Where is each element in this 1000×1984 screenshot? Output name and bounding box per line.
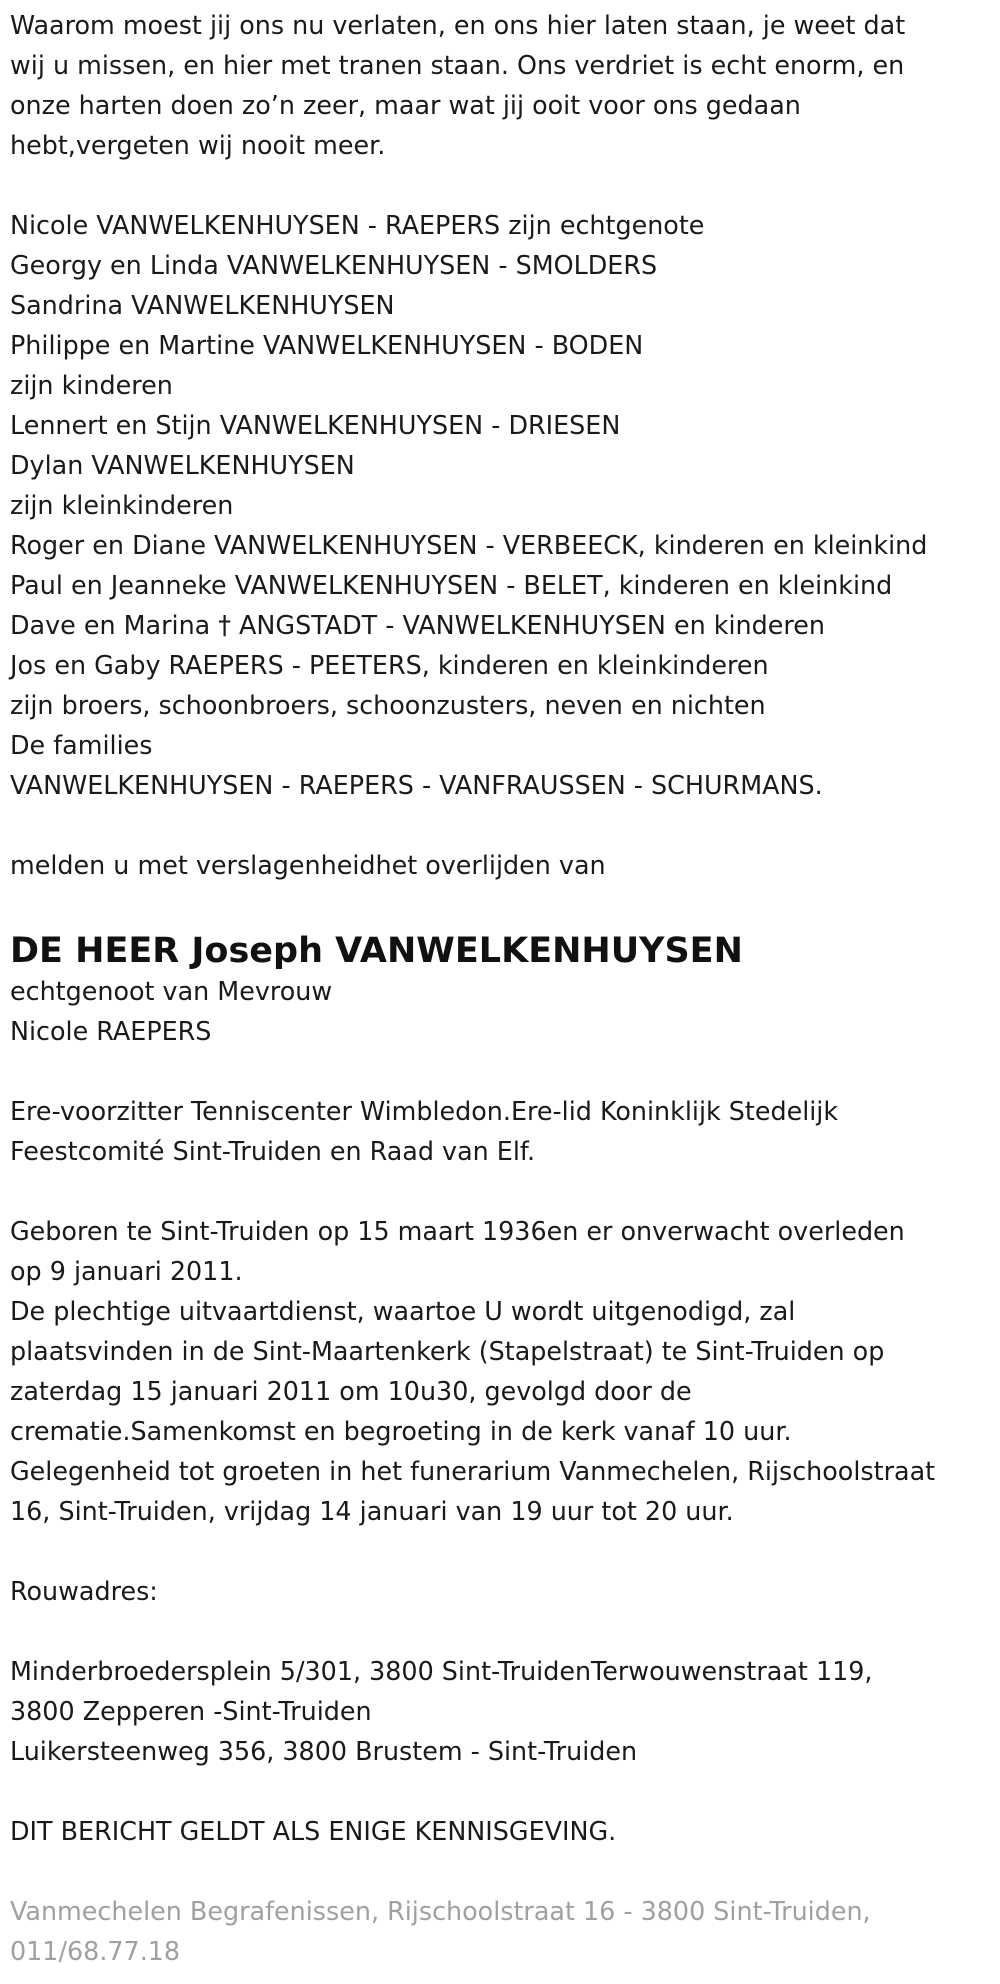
detail-line: zaterdag 15 januari 2011 om 10u30, gevolgd door de	[10, 1376, 692, 1406]
deceased-name: DE HEER Joseph VANWELKENHUYSEN	[10, 931, 743, 971]
detail-line: op 9 januari 2011.	[10, 1256, 243, 1286]
footer-line: Vanmechelen Begrafenissen, Rijschoolstraat 16 - 3800 Sint-Truiden,	[10, 1896, 871, 1926]
mourner-line: Sandrina VANWELKENHUYSEN	[10, 290, 395, 320]
poem-line: hebt,vergeten wij nooit meer.	[10, 130, 386, 160]
detail-line: 16, Sint-Truiden, vrijdag 14 januari van 19 uur tot 20 uur.	[10, 1496, 734, 1526]
detail-line: Geboren te Sint-Truiden op 15 maart 1936en er onverwacht overleden	[10, 1216, 905, 1246]
mourner-line: Jos en Gaby RAEPERS - PEETERS, kinderen en kleinkinderen	[10, 650, 769, 680]
mourner-line: Dave en Marina † ANGSTADT - VANWELKENHUYSEN en kinderen	[10, 610, 825, 640]
death-notice	[10, 5, 990, 1971]
poem-line: wij u missen, en hier met tranen staan. Ons verdriet is echt enorm, en	[10, 50, 905, 80]
mourner-line: VANWELKENHUYSEN - RAEPERS - VANFRAUSSEN - SCHURMANS.	[10, 770, 823, 800]
funeral-home-footer	[10, 1891, 990, 1971]
spacer	[10, 1531, 990, 1571]
spacer	[10, 165, 990, 205]
mourner-line: zijn kinderen	[10, 370, 173, 400]
mourner-line: zijn broers, schoonbroers, schoonzusters, neven en nichten	[10, 690, 766, 720]
poem-line: Waarom moest jij ons nu verlaten, en ons hier laten staan, je weet dat	[10, 10, 906, 40]
detail-line: plaatsvinden in de Sint-Maartenkerk (Stapelstraat) te Sint-Truiden op	[10, 1336, 885, 1366]
announcement: melden u met verslagenheidhet overlijden van	[10, 850, 606, 880]
mourners-list	[10, 205, 990, 805]
detail-line: De plechtige uitvaartdienst, waartoe U wordt uitgenodigd, zal	[10, 1296, 796, 1326]
spacer	[10, 1611, 990, 1651]
detail-line: crematie.Samenkomst en begroeting in de kerk vanaf 10 uur.	[10, 1416, 792, 1446]
mourner-line: Philippe en Martine VANWELKENHUYSEN - BODEN	[10, 330, 644, 360]
mourner-line: Roger en Diane VANWELKENHUYSEN - VERBEECK, kinderen en kleinkind	[10, 530, 928, 560]
honors	[10, 1091, 990, 1171]
detail-line: Gelegenheid tot groeten in het funerarium Vanmechelen, Rijschoolstraat	[10, 1456, 936, 1486]
poem	[10, 5, 990, 165]
spacer	[10, 1051, 990, 1091]
spacer	[10, 1851, 990, 1891]
mourner-line: Lennert en Stijn VANWELKENHUYSEN - DRIESEN	[10, 410, 621, 440]
address-line: Minderbroedersplein 5/301, 3800 Sint-TruidenTerwouwenstraat 119,	[10, 1656, 873, 1686]
mourner-line: De families	[10, 730, 153, 760]
spouse-name: Nicole RAEPERS	[10, 1016, 212, 1046]
mourner-line: Dylan VANWELKENHUYSEN	[10, 450, 355, 480]
mourner-line: zijn kleinkinderen	[10, 490, 234, 520]
mourner-line: Nicole VANWELKENHUYSEN - RAEPERS zijn echtgenote	[10, 210, 705, 240]
spacer	[10, 805, 990, 845]
spouse-line: echtgenoot van Mevrouw	[10, 976, 333, 1006]
footer-phone: 011/68.77.18	[10, 1936, 181, 1966]
spacer	[10, 885, 990, 931]
mourner-line: Georgy en Linda VANWELKENHUYSEN - SMOLDERS	[10, 250, 658, 280]
address-line: Luikersteenweg 356, 3800 Brustem - Sint-Truiden	[10, 1736, 638, 1766]
closing-statement: DIT BERICHT GELDT ALS ENIGE KENNISGEVING.	[10, 1816, 617, 1846]
mourner-line: Paul en Jeanneke VANWELKENHUYSEN - BELET, kinderen en kleinkind	[10, 570, 893, 600]
honor-line: Ere-voorzitter Tenniscenter Wimbledon.Ere-lid Koninklijk Stedelijk	[10, 1096, 839, 1126]
deceased-block	[10, 931, 990, 1051]
honor-line: Feestcomité Sint-Truiden en Raad van Elf.	[10, 1136, 536, 1166]
spacer	[10, 1771, 990, 1811]
address-heading: Rouwadres:	[10, 1576, 158, 1606]
funeral-details	[10, 1211, 990, 1531]
address-line: 3800 Zepperen -Sint-Truiden	[10, 1696, 372, 1726]
poem-line: onze harten doen zo’n zeer, maar wat jij ooit voor ons gedaan	[10, 90, 801, 120]
mourning-addresses	[10, 1651, 990, 1771]
spacer	[10, 1171, 990, 1211]
